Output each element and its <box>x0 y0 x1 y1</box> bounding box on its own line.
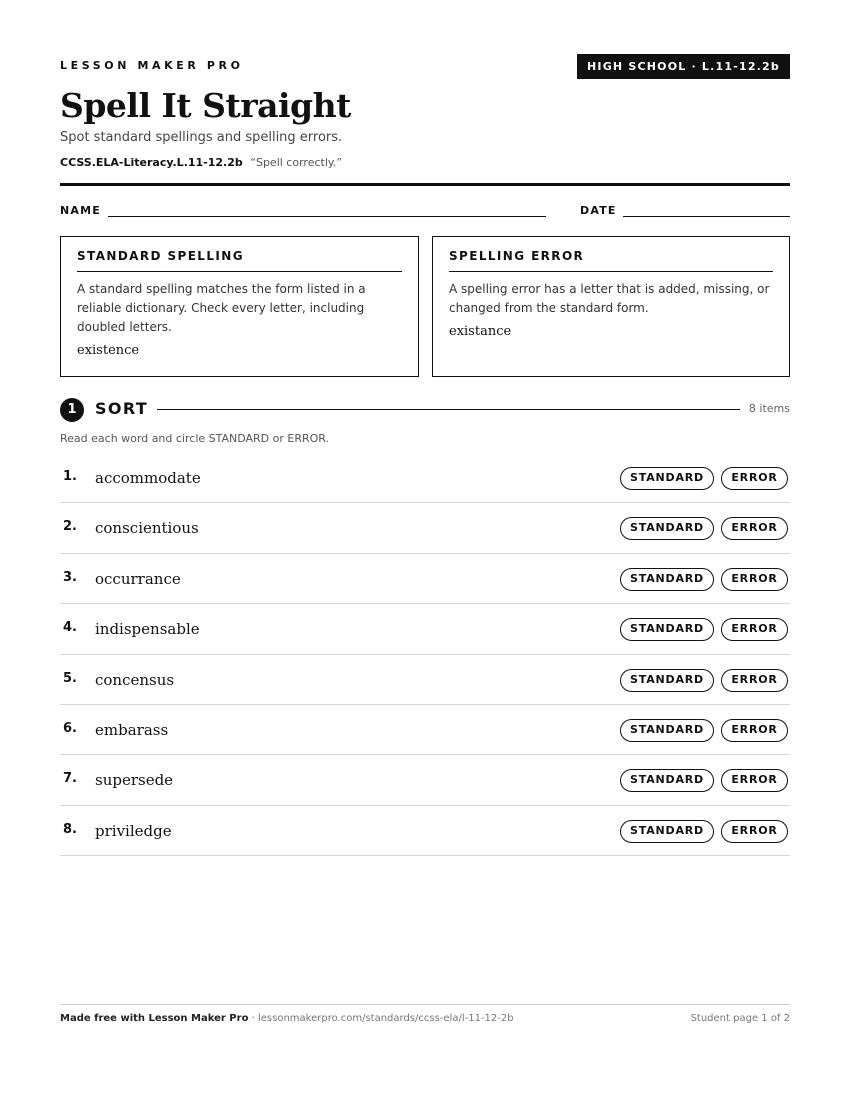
definition-example: existance <box>449 324 512 339</box>
item-word: priviledge <box>95 821 172 840</box>
item-word: supersede <box>95 771 174 790</box>
error-choice[interactable]: ERROR <box>721 769 788 792</box>
standard-choice[interactable]: STANDARD <box>620 618 714 641</box>
error-choice[interactable]: ERROR <box>721 820 788 843</box>
definition-box-standard <box>60 236 419 377</box>
list-item <box>60 604 790 654</box>
level-badge: HIGH SCHOOL · L.11-12.2b <box>577 54 790 79</box>
item-word: conscientious <box>95 519 199 538</box>
list-item <box>60 503 790 553</box>
list-item <box>60 755 790 805</box>
item-number: 5. <box>63 670 77 686</box>
date-label: DATE <box>580 204 617 217</box>
item-number: 6. <box>63 720 77 736</box>
footer-separator: · <box>248 1013 258 1024</box>
definition-example: existence <box>77 343 140 358</box>
item-number: 8. <box>63 821 77 837</box>
worksheet-page <box>60 0 790 1100</box>
item-word: embarass <box>95 720 169 739</box>
standard-choice[interactable]: STANDARD <box>620 769 714 792</box>
page-header <box>60 54 790 80</box>
error-choice[interactable]: ERROR <box>721 517 788 540</box>
error-choice[interactable]: ERROR <box>721 618 788 641</box>
name-label: NAME <box>60 204 101 217</box>
section-instructions: Read each word and circle STANDARD or ERROR. <box>60 432 330 445</box>
footer-made-with: Made free with Lesson Maker Pro <box>60 1013 249 1024</box>
item-number: 2. <box>63 519 77 535</box>
definition-heading: STANDARD SPELLING <box>77 249 402 272</box>
item-number: 4. <box>63 620 77 636</box>
definition-text: A standard spelling matches the form listed in a reliable dictionary. Check every letter, including doubled letters. <box>77 282 366 334</box>
error-choice[interactable]: ERROR <box>721 719 788 742</box>
item-list <box>60 453 790 856</box>
standard-choice[interactable]: STANDARD <box>620 568 714 591</box>
standard-choice[interactable]: STANDARD <box>620 719 714 742</box>
standard-code: CCSS.ELA-Literacy.L.11-12.2b <box>60 156 243 169</box>
standard-quote: “Spell correctly.” <box>250 156 343 169</box>
list-item <box>60 806 790 856</box>
list-item <box>60 655 790 705</box>
item-number: 7. <box>63 771 77 787</box>
name-field[interactable] <box>108 216 546 217</box>
error-choice[interactable]: ERROR <box>721 467 788 490</box>
section-divider <box>157 409 740 410</box>
worksheet-title: Spell It Straight <box>60 86 351 125</box>
item-word: occurrance <box>95 569 181 588</box>
standard-choice[interactable]: STANDARD <box>620 820 714 843</box>
list-item <box>60 705 790 755</box>
footer-url[interactable]: lessonmakerpro.com/standards/ccss-ela/l-11-12-2b <box>257 1013 514 1024</box>
date-field[interactable] <box>623 216 790 217</box>
name-date-row <box>60 204 790 220</box>
section-header-sort <box>60 398 790 422</box>
item-word: concensus <box>95 670 175 689</box>
brand-name: LESSON MAKER PRO <box>60 59 244 72</box>
worksheet-subtitle: Spot standard spellings and spelling errors. <box>60 130 343 145</box>
list-item <box>60 453 790 503</box>
item-number: 3. <box>63 569 77 585</box>
definition-text: A spelling error has a letter that is added, missing, or changed from the standard form. <box>449 282 770 315</box>
standard-reference <box>60 156 342 169</box>
header-divider <box>60 183 790 186</box>
section-title: SORT <box>95 399 149 418</box>
standard-choice[interactable]: STANDARD <box>620 669 714 692</box>
section-number-badge: 1 <box>60 398 84 422</box>
page-footer <box>60 1004 790 1034</box>
page-number: Student page 1 of 2 <box>690 1013 790 1024</box>
list-item <box>60 554 790 604</box>
footer-credit <box>60 1013 514 1024</box>
definition-box-error <box>432 236 790 377</box>
item-word: indispensable <box>95 620 200 639</box>
error-choice[interactable]: ERROR <box>721 669 788 692</box>
item-number: 1. <box>63 469 77 484</box>
item-word: accommodate <box>95 469 201 487</box>
definition-heading: SPELLING ERROR <box>449 249 773 272</box>
standard-choice[interactable]: STANDARD <box>620 517 714 540</box>
error-choice[interactable]: ERROR <box>721 568 788 591</box>
standard-choice[interactable]: STANDARD <box>620 467 714 490</box>
item-count: 8 items <box>748 402 790 415</box>
